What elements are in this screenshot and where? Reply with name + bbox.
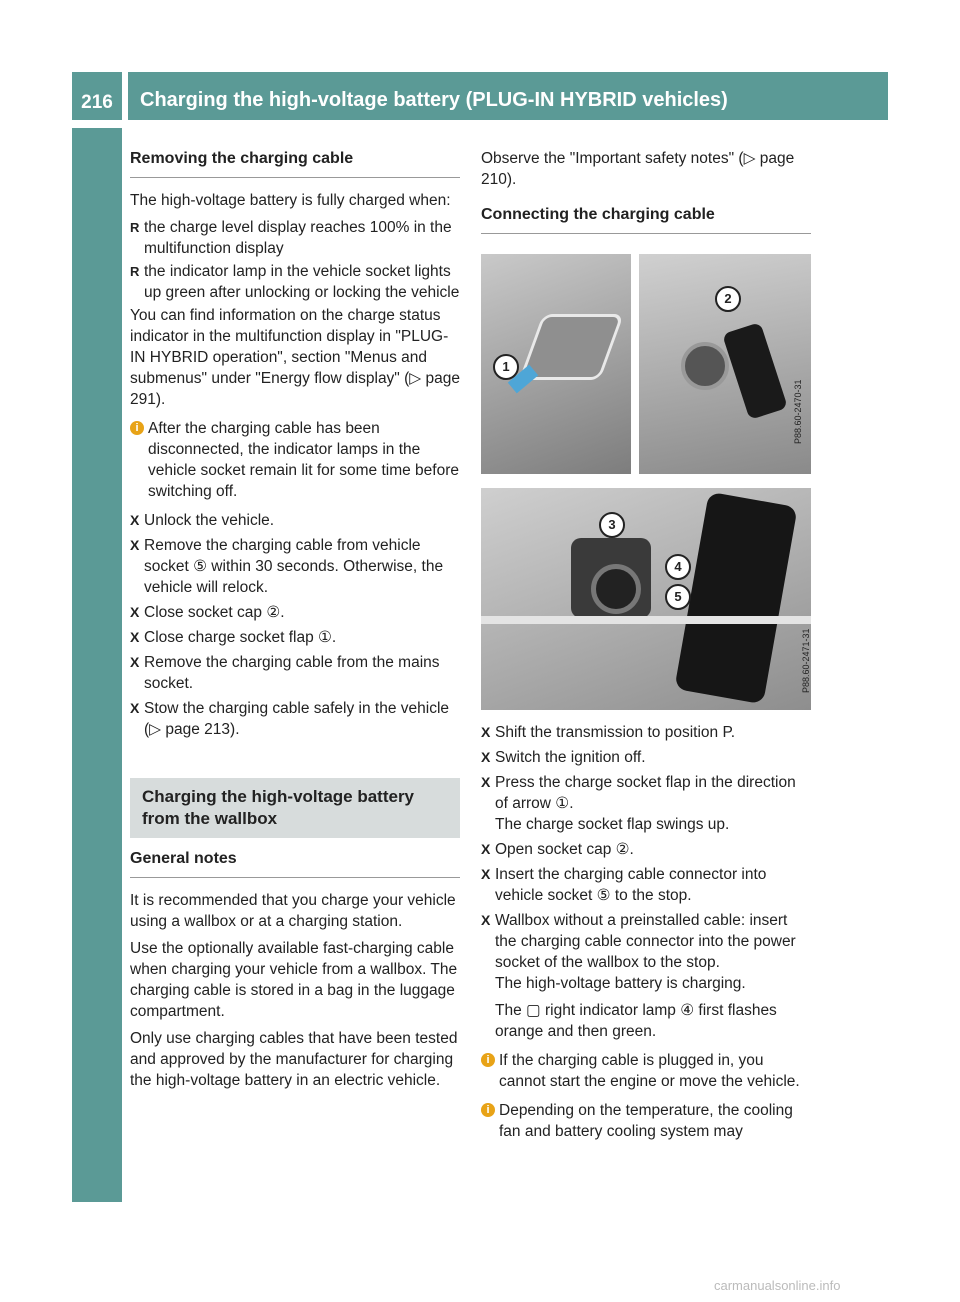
step-note: The ▢ right indicator lamp ④ first flashes orange and then green. <box>495 1002 777 1040</box>
body-paragraph: It is recommended that you charge your vehicle using a wallbox or at a charging station. <box>130 892 456 930</box>
marker-1: 1 <box>493 354 519 380</box>
intro-text: The high-voltage battery is fully charged when: <box>130 192 451 209</box>
info-icon: i <box>130 421 144 435</box>
figure-socket-flap <box>481 254 811 474</box>
left-column <box>130 148 460 1097</box>
info-icon: i <box>481 1053 495 1067</box>
photo-panel-open <box>639 254 811 474</box>
socket-shape <box>681 342 729 390</box>
section-heading-removing: Removing the charging cable <box>130 148 460 178</box>
page-number: 216 <box>72 72 122 120</box>
marker-3: 3 <box>599 512 625 538</box>
list-item: R the indicator lamp in the vehicle socket lights up green after unlocking or locking the vehicle <box>130 261 460 303</box>
section-heading-general: General notes <box>130 848 460 878</box>
safety-reference: Observe the "Important safety notes" (▷ page 210). <box>481 150 795 188</box>
step-item: X Open socket cap ②. <box>481 839 811 860</box>
watermark: carmanualsonline.info <box>714 1278 841 1293</box>
step-item: X Switch the ignition off. <box>481 747 811 768</box>
chapter-tab <box>72 128 143 1202</box>
step-item: X Stow the charging cable safely in the vehicle (▷ page 213). <box>130 698 460 740</box>
step-item: X Remove the charging cable from vehicle socket ⑤ within 30 seconds. Otherwise, the vehicle will relock. <box>130 535 460 598</box>
marker-2: 2 <box>715 286 741 312</box>
photo-panel-flap <box>481 254 631 474</box>
trim-strip <box>481 616 811 624</box>
flap-shape <box>674 492 797 705</box>
section-heading-connecting: Connecting the charging cable <box>481 204 811 234</box>
marker-4: 4 <box>665 554 691 580</box>
socket-shape <box>591 564 641 614</box>
step-note: The charge socket flap swings up. <box>495 816 730 833</box>
step-item: X Unlock the vehicle. <box>130 510 460 531</box>
step-item: X Close charge socket flap ①. <box>130 627 460 648</box>
step-item: X Shift the transmission to position P. <box>481 722 811 743</box>
right-column <box>481 148 811 246</box>
body-paragraph: Use the optionally available fast-charging cable when charging your vehicle from a wallbox. The charging cable is stored in a bag in the luggage compartment. <box>130 940 458 1020</box>
step-item: X Close socket cap ②. <box>130 602 460 623</box>
right-column-steps <box>481 722 811 1150</box>
step-note: The high-voltage battery is charging. <box>495 975 746 992</box>
marker-5: 5 <box>665 584 691 610</box>
flap-shape <box>519 314 624 380</box>
cap-shape <box>722 322 788 420</box>
step-item: X Insert the charging cable connector into vehicle socket ⑤ to the stop. <box>481 864 811 906</box>
figure-socket-detail <box>481 488 811 710</box>
info-note: i After the charging cable has been disconnected, the indicator lamps in the vehicle socket remain lit for some time before switching off. <box>130 418 460 502</box>
step-item: X Wallbox without a preinstalled cable: insert the charging cable connector into the power socket of the wallbox to the stop. The high-voltage battery is charging. The ▢ right indicator lamp ④ first flashes orange and then green. <box>481 910 811 1042</box>
list-item: R the charge level display reaches 100% in the multifunction display <box>130 217 460 259</box>
page-header <box>72 72 888 120</box>
page-title: Charging the high-voltage battery (PLUG-IN HYBRID vehicles) <box>128 72 888 120</box>
body-paragraph: Only use charging cables that have been tested and approved by the manufacturer for charging the high-voltage battery in an electric vehicle. <box>130 1030 458 1089</box>
figure-code: P88.60-2470-31 <box>793 379 803 444</box>
figure-code: P88.60-2471-31 <box>801 628 811 693</box>
step-item: X Remove the charging cable from the mains socket. <box>130 652 460 694</box>
body-paragraph: You can find information on the charge status indicator in the multifunction display in "PLUG-IN HYBRID operation", section "Menus and submenus" under "Energy flow display" (▷ page 291). <box>130 307 460 408</box>
info-note: i Depending on the temperature, the cooling fan and battery cooling system may <box>481 1100 811 1142</box>
step-item: X Press the charge socket flap in the direction of arrow ①. The charge socket flap swings up. <box>481 772 811 835</box>
info-note: i If the charging cable is plugged in, you cannot start the engine or move the vehicle. <box>481 1050 811 1092</box>
info-icon: i <box>481 1103 495 1117</box>
chapter-label: Driving and parking <box>118 139 143 346</box>
section-heading-wallbox: Charging the high-voltage battery from the wallbox <box>130 778 460 838</box>
